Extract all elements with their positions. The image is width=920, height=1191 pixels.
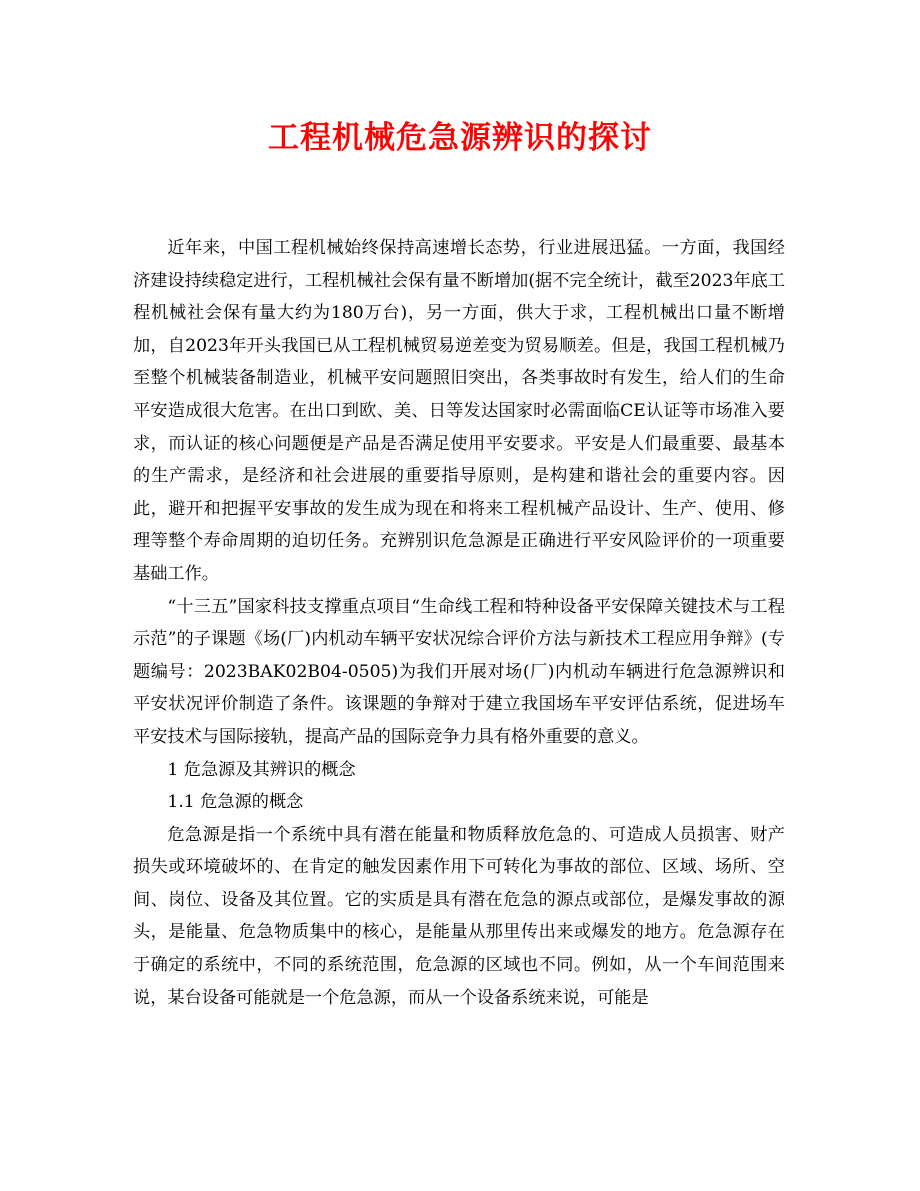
section-heading-1-1: 1.1 危急源的概念 [167,792,304,813]
section-heading-1: 1 危急源及其辨识的概念 [167,759,356,780]
paragraph-hazard-definition: 危急源是指一个系统中具有潜在能量和物质释放危急的、可造成人员损害、财产损失或环境破坏的、在肯定的触发因素作用下可转化为事故的部位、区域、场所、空间、岗位、设备及其位置。它的实质是具有潜在危急的源点或部位，是爆发事故的源头，是能量、危急物质集中的核心，是能量从那里传出来或爆发的地方。危急源存在于确定的系统中，不同的系统范围，危急源的区域也不同。例如，从一个车间范围来说，某台设备可能就是一个危急源，而从一个设备系统来说，可能是 [133,824,785,1008]
paragraph-intro: 近年来，中国工程机械始终保持高速增长态势，行业进展迅猛。一方面，我国经济建设持续稳定进行，工程机械社会保有量不断增加(据不完全统计，截至2023年底工程机械社会保有量大约为180万台)，另一方面，供大于求，工程机械出口量不断增加，自2023年开头我国已从工程机械贸易逆差变为贸易顺差。但是，我国工程机械乃至整个机械装备制造业，机械平安问题照旧突出，各类事故时有发生，给人们的生命平安造成很大危害。在出口到欧、美、日等发达国家时必需面临CE认证等市场准入要求，而认证的核心问题便是产品是否满足使用平安要求。平安是人们最重要、最基本的生产需求，是经济和社会进展的重要指导原则，是构建和谐社会的重要内容。因此，避开和把握平安事故的发生成为现在和将来工程机械产品设计、生产、使用、修理等整个寿命周期的迫切任务。充辨别识危急源是正确进行平安风险评价的一项重要基础工作。 [133,238,786,584]
paragraph-project: “十三五”国家科技支撑重点项目“生命线工程和特种设备平安保障关键技术与工程示范”的子课题《场(厂)内机动车辆平安状况综合评价方法与新技术工程应用争辩》(专题编号：2023BAK02B04-0505)为我们开展对场(厂)内机动车辆进行危急源辨识和平安状况评价制造了条件。该课题的争辩对于建立我国场车平安评估系统，促进场车平安技术与国际接轨，提高产品的国际竞争力具有格外重要的意义。 [133,596,785,747]
document-title: 工程机械危急源辨识的探讨 [268,120,652,156]
document-body [133,232,785,1014]
